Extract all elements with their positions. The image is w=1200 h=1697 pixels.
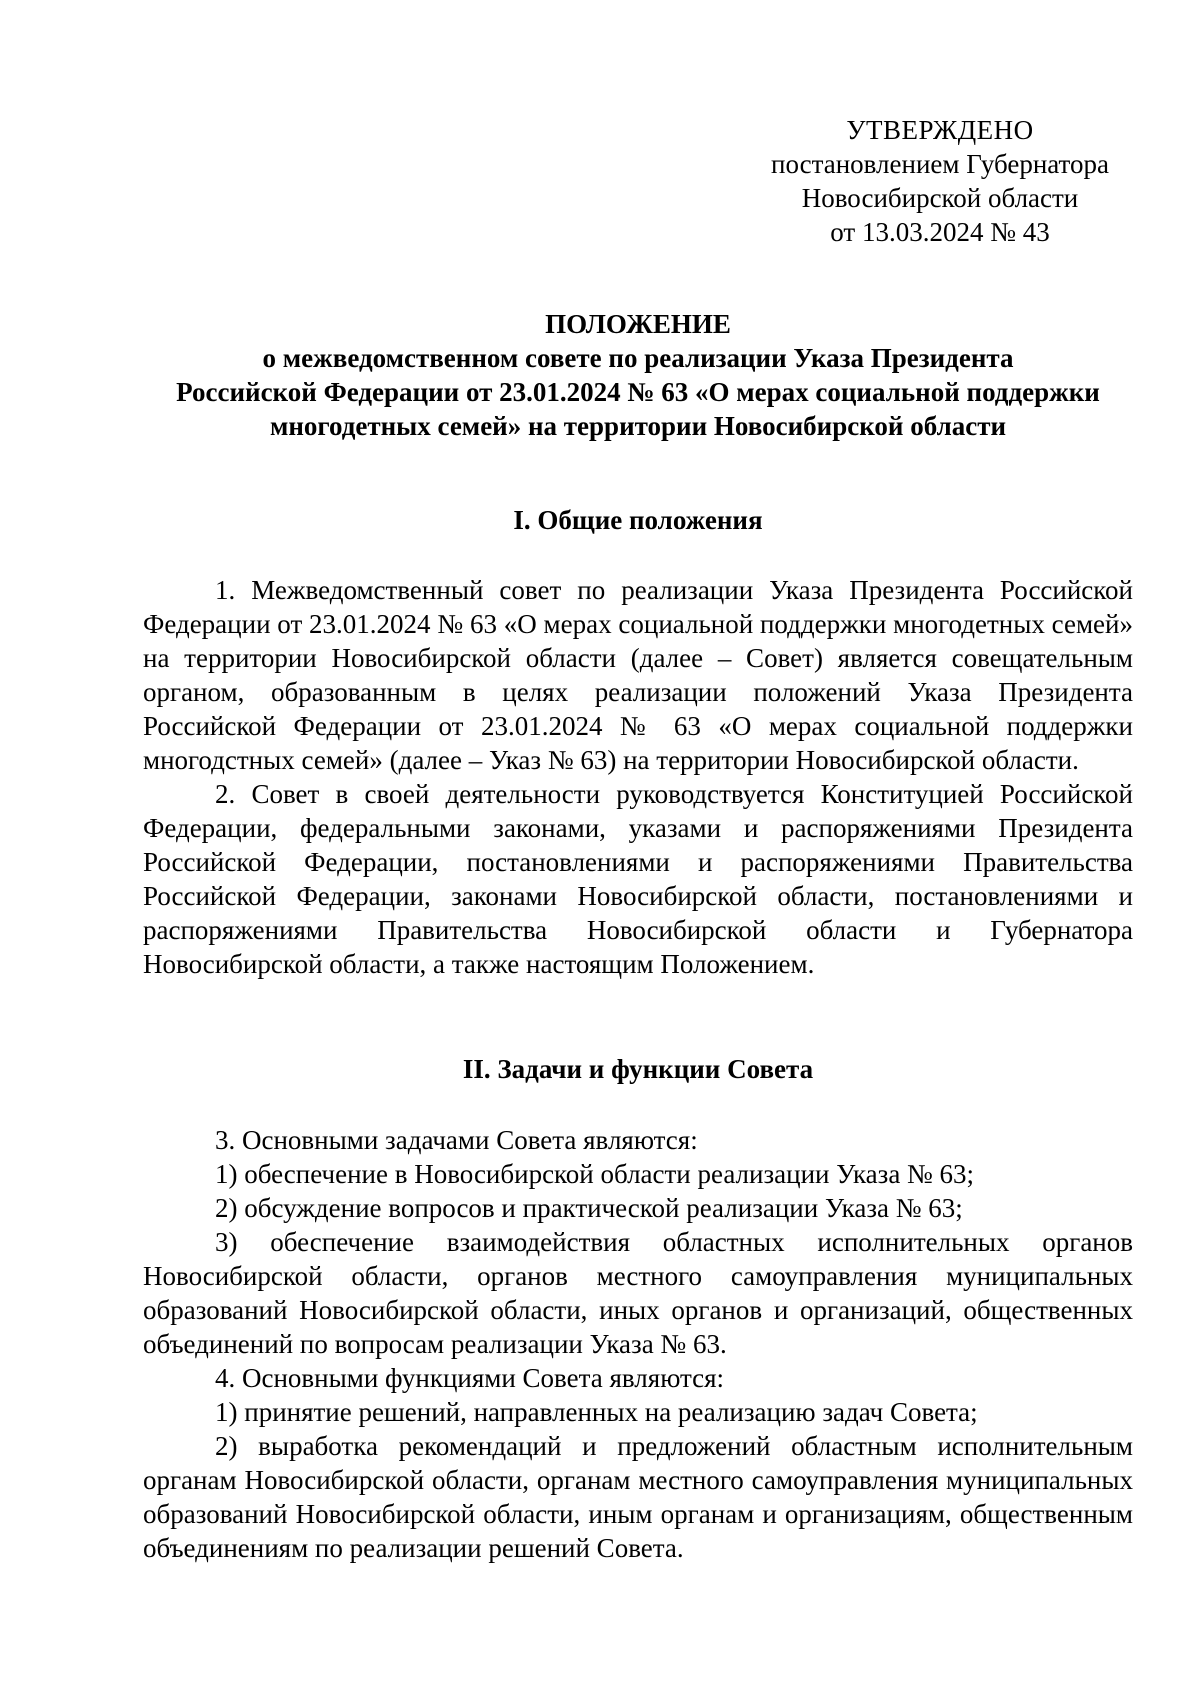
approval-stamp [760, 113, 1120, 249]
approval-date-number: от 13.03.2024 № 43 [830, 217, 1050, 247]
task-item-3: 3) обеспечение взаимодействия областных исполнительных органов Новосибирской области, органов местного самоуправления муниципальных образований Новосибирской области, иных органов и организаций, общественных объединений по вопросам реализации Указа № 63. [143, 1227, 1133, 1359]
paragraph-1: 1. Межведомственный совет по реализации Указа Президента Российской Федерации от 23.01.2024 № 63 «О мерах социальной поддержки многодетных семей» на территории Новосибирской области (далее – Совет) является совещательным органом, образованным в целях реализации положений Указа Президента Российской Федерации от 23.01.2024 № 63 «О мерах социальной поддержки многодстных семей» (далее – Указ № 63) на территории Новосибирской области. [143, 575, 1133, 775]
title-line-3: Российской Федерации от 23.01.2024 № 63 «О мерах социальной поддержки [176, 377, 1100, 407]
section-1-body [143, 573, 1133, 981]
task-item-2: 2) обсуждение вопросов и практической реализации Указа № 63; [215, 1193, 963, 1223]
approval-region: Новосибирской области [801, 183, 1079, 213]
paragraph-3: 3. Основными задачами Совета являются: [215, 1125, 698, 1155]
title-line-4: многодетных семей» на территории Новосибирской области [269, 411, 1007, 441]
paragraph-2: 2. Совет в своей деятельности руководствуется Конституцией Российской Федерации, федеральными законами, указами и распоряжениями Президента Российской Федерации, постановлениями и распоряжениями Правительства Российской Федерации, законами Новосибирской области, постановлениями и распоряжениями Правительства Новосибирской области и Губернатора Новосибирской области, а также настоящим Положением. [143, 779, 1133, 979]
section-2-body [143, 1123, 1133, 1565]
title-line-2: о межведомственном совете по реализации Указа Президента [262, 343, 1014, 373]
function-item-2: 2) выработка рекомендаций и предложений областным исполнительным органам Новосибирской области, органам местного самоуправления муниципальных образований Новосибирской области, иным органам и организациям, общественным объединениям по реализации решений Совета. [143, 1431, 1133, 1563]
function-item-1: 1) принятие решений, направленных на реализацию задач Совета; [215, 1397, 978, 1427]
approval-authority: постановлением Губернатора [771, 149, 1109, 179]
section-1-heading: I. Общие положения [513, 505, 763, 535]
section-2-heading: II. Задачи и функции Совета [462, 1054, 814, 1084]
approval-title: УТВЕРЖДЕНО [846, 115, 1034, 145]
task-item-1: 1) обеспечение в Новосибирской области реализации Указа № 63; [215, 1159, 975, 1189]
paragraph-4: 4. Основными функциями Совета являются: [215, 1363, 725, 1393]
title-line-1: ПОЛОЖЕНИЕ [545, 309, 731, 339]
document-title [143, 307, 1133, 443]
